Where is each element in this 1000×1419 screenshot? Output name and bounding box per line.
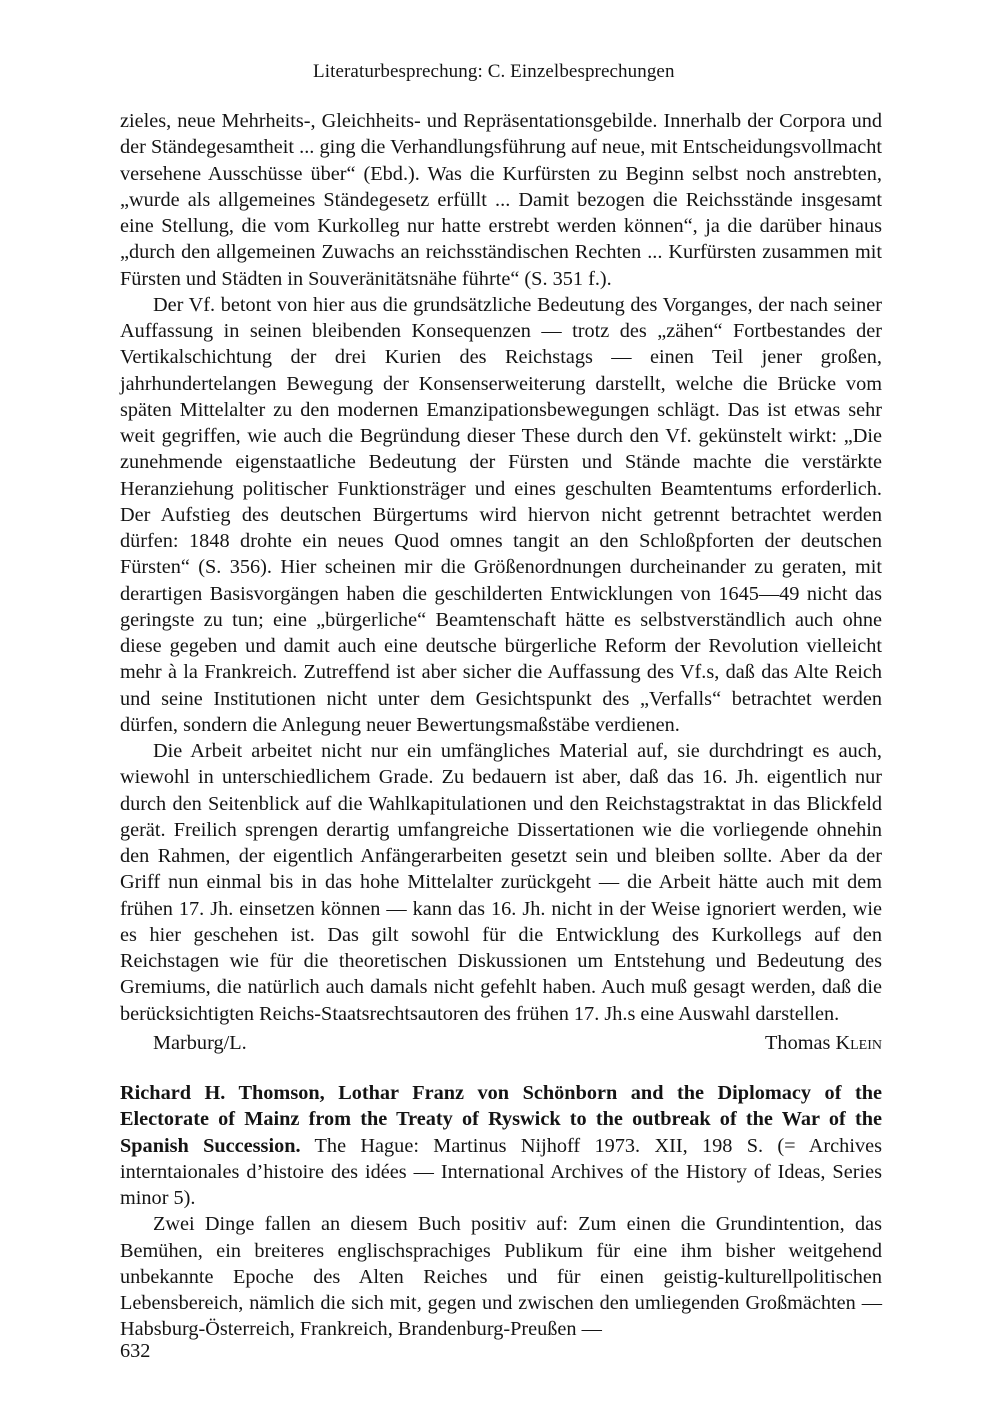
bibliographic-entry — [120, 1080, 882, 1211]
paragraph: Die Arbeit arbeitet nicht nur ein umfängliches Material auf, sie durchdringt es auch, wiewohl in unterschiedlichem Grade. Zu bedauern ist aber, daß das 16. Jh. eigentlich nur durch den Seitenblick auf die Wahlkapitulationen und den Reichstagstraktat in das Blickfeld gerät. Freilich sprengen derartig umfangreiche Dissertationen wie die vorliegende ohnehin den Rahmen, der eigentlich Anfängerarbeiten gesetzt sein und bleiben sollte. Aber da der Griff nun einmal bis in das hohe Mittelalter zurückgeht — die Arbeit hätte auch mit dem frühen 17. Jh. einsetzen können — kann das 16. Jh. nicht in der Weise ignoriert werden, wie es hier geschehen ist. Das gilt sowohl für die Entwicklung des Kurkollegs auf den Reichstagen wie für die theoretischen Diskussionen um Entstehung und Bedeutung des Gremiums, die natürlich auch damals nicht gefehlt haben. Auch muß gesagt werden, daß die berücksichtigten Reichs-Staatsrechtsautoren des frühen 17. Jh.s eine Auswahl darstellen. — [120, 740, 882, 1025]
reviewer-first-name: Thomas — [765, 1032, 831, 1054]
signature-place: Marburg/L. — [153, 1032, 247, 1054]
signature-reviewer — [765, 1030, 882, 1056]
running-header: Literaturbesprechung: C. Einzelbesprechungen — [313, 61, 675, 82]
review-klein-body — [120, 108, 882, 1027]
reviewer-last-name: Klein — [835, 1032, 882, 1054]
paragraph: Zwei Dinge fallen an diesem Buch positiv auf: Zum einen die Grundintention, das Bemühen, ein breiteres englischsprachiges Publikum für eine ihm bisher weitgehend unbekannte Epoche des Alten Reiches und für einen geistig-kulturellpolitischen Lebensbereich, nämlich die sich mit, gegen und zwischen den umliegenden Großmächten — Habsburg-Österreich, Frankreich, Brandenburg-Preußen — — [120, 1213, 882, 1341]
book-title: Richard H. Thomson, Lothar Franz von Schönborn and the Diplomacy of the Electorate of Mainz from the Treaty of Ryswick to the outbreak of the War of the Spanish Succession. — [120, 1082, 882, 1157]
paragraph: Der Vf. betont von hier aus die grundsätzliche Bedeutung des Vorganges, der nach seiner Auffassung in seinen bleibenden Konsequenzen — trotz des „zähen“ Fortbestandes der Vertikalschichtung der drei Kurien des Reichstags — einen Teil jener großen, jahrhundertelangen Bewegung der Konsenserweiterung darstellt, welche die Brücke vom späten Mittelalter zu den modernen Emanzipationsbewegungen schlägt. Das ist etwas sehr weit gegriffen, wie auch die Begründung dieser These durch den Vf. gekünstelt wirkt: „Die zunehmende eigenstaatliche Bedeutung der Fürsten und Stände machte die verstärkte Heranziehung politischer Funktionsträger und eines geschulten Beamtentums erforderlich. Der Aufstieg des deutschen Bürgertums wird hiervon nicht getrennt betrachtet werden dürfen: 1848 drohte ein neues Quod omnes tangit an den Schloßpforten der deutschen Fürsten“ (S. 356). Hier scheinen mir die Größenordnungen durcheinander zu geraten, mit derartigen Basisvorgängen haben die geschilderten Entwicklungen von 1645—49 nicht das geringste zu tun; eine „bürgerliche“ Beamtenschaft hätte es selbstverständlich auch ohne diese gegeben und damit auch eine deutsche bürgerliche Reform der Revolution vielleicht mehr à la Frankreich. Zutreffend ist aber sicher die Auffassung des Vf.s, daß das Alte Reich und seine Institutionen nicht unter dem Gesichtspunkt des „Verfalls“ betrachtet werden dürfen, sondern die Anlegung neuer Bewertungsmaßstäbe verdienen. — [120, 293, 882, 736]
page-number: 632 — [120, 1340, 151, 1362]
paragraph: zieles, neue Mehrheits-, Gleichheits- und Repräsentationsgebilde. Innerhalb der Corpora und der Ständegesamtheit ... ging die Verhandlungsführung auf neue, mit Entscheidungsvollmacht versehene Ausschüsse über“ (Ebd.). Was die Kurfürsten zu Beginn selbst noch anstrebten, „wurde als allgemeines Ständegesetz erfüllt ... Damit bezogen die Reichsstände insgesamt eine Stellung, die vom Kurkolleg nur hatte erstrebt werden können“, ja die darüber hinaus „durch den allgemeinen Zuwachs an reichsständischen Rechten ... Kurfürsten zusammen mit Fürsten und Städten in Souveränitätsnähe führte“ (S. 351 f.). — [120, 110, 882, 290]
review-thomson-body — [120, 1080, 882, 1343]
book-publication-details: The Hague: Martinus Nijhoff 1973. XII, 198 S. (= Archives interntaionales d’histoire des idées — International Archives of the History of Ideas, Series minor 5). — [120, 1134, 882, 1209]
